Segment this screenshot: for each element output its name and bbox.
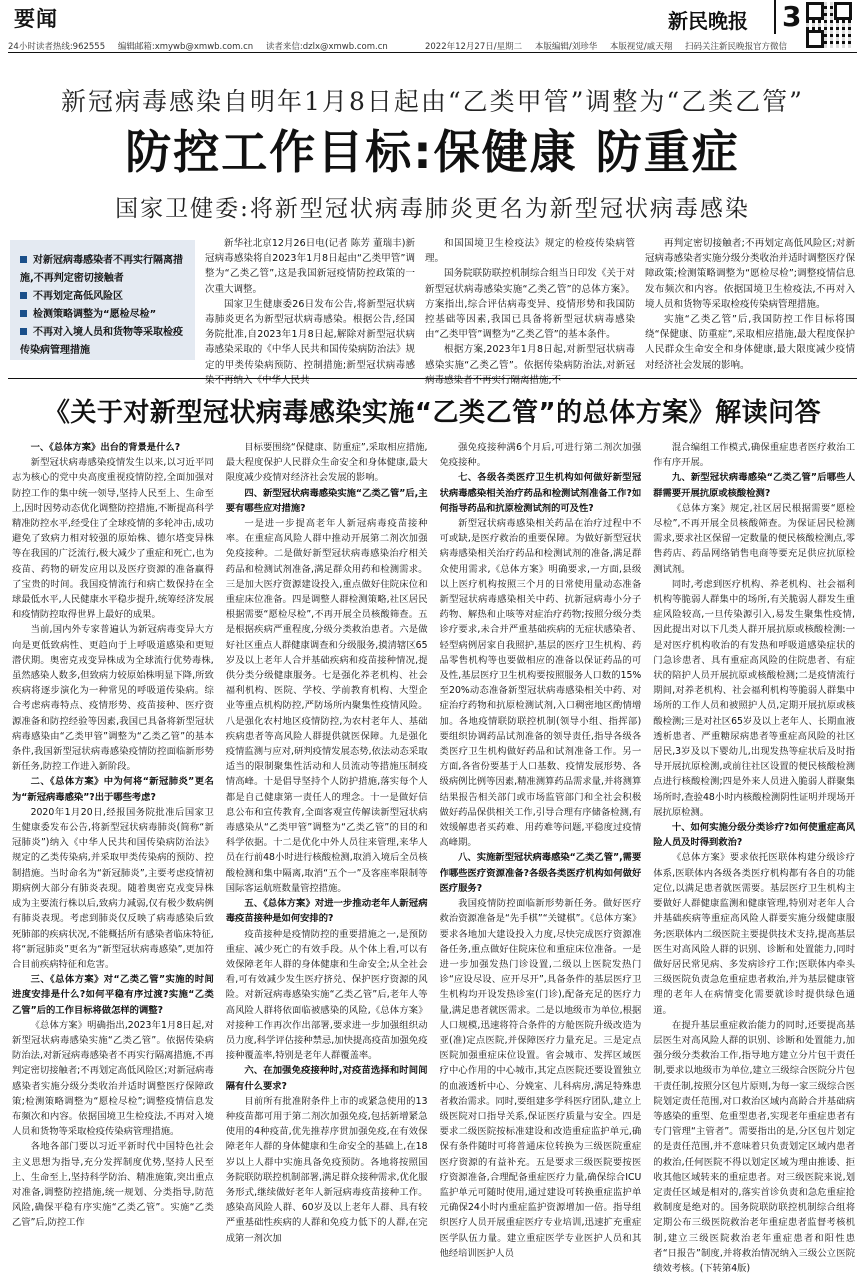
question-heading: 十、如何实施分级分类诊疗?如何使重症高风险人员及时得到救治? [653, 822, 855, 849]
header-rule [8, 52, 857, 53]
scan-hint: 扫码关注新民晚报官方微信 [684, 42, 787, 52]
paragraph: 新华社北京12月26日电(记者 陈芳 董瑞丰)新冠病毒感染将自2023年1月8日起由“乙类甲管”调整为“乙类乙管”,这是我国新冠疫情防控政策的一次重大调整。 [205, 238, 415, 295]
paragraph: 和国国境卫生检疫法》规定的检疫传染病管理。 [425, 238, 635, 265]
page-header [0, 0, 865, 52]
key-point: 不再划定高低风险区 [20, 288, 185, 306]
question-heading: 六、在加强免疫接种时,对疫苗选择和时间间隔有什么要求? [225, 1065, 428, 1092]
answer-paragraph: 各地各部门要以习近平新时代中国特色社会主义思想为指导,充分发挥制度优势,坚持人民至上、生命至上,坚持科学防治、精准施策,突出重点对准备,调整防控措施,统一规划、分类指导,防范风险,确保平稳有序实施“乙类乙管”。实施“乙类乙管”后,防控工作 [12, 1141, 214, 1229]
qa-title: 《关于对新型冠状病毒感染实施“乙类乙管”的总体方案》解读问答 [43, 398, 822, 428]
page-editor: 本版编辑/刘珍华 [534, 42, 598, 52]
news-article [205, 236, 855, 388]
key-point: 对新冠病毒感染者不再实行隔离措施,不再判定密切接触者 [20, 255, 183, 284]
key-point: 不再对入境人员和货物等采取检疫传染病管理措施 [20, 327, 183, 356]
sub-headline: 国家卫健委:将新型冠状病毒肺炎更名为新型冠状病毒感染 [115, 196, 750, 222]
news-column-2 [425, 236, 635, 388]
qa-column-2 [226, 440, 428, 1275]
qa-column-4 [653, 440, 855, 1275]
answer-paragraph: 混合编组工作模式,确保重症患者医疗救治工作有序开展。 [653, 442, 855, 469]
issue-date: 2022年12月27日/星期二 [424, 42, 523, 52]
answer-paragraph: 目标要围绕“保健康、防重症”,采取相应措施,最大程度保护人民群众生命安全和身体健康,最大限度减少疫情对经济社会发展的影响。 [225, 442, 428, 484]
answer-paragraph: 2020年1月20日,经报国务院批准后国家卫生健康委发布公告,将新型冠状病毒肺炎(简称“新冠肺炎”)纳入《中华人民共和国传染病防治法》规定的乙类传染病,并采取甲类传染病的预防、控制措施。当时命名为“新冠肺炎”,主要考虑疫情初期病例大部分有肺炎表现。随着奥密克戎变异株成为主要流行株以后,致病力减弱,仅有极少数病例有肺炎表现。考虑到肺炎仅反映了病毒感染后致死肺部的疾病状况,不能概括所有感染者临床特征,将“新冠肺炎”更名为“新型冠状病毒感染”,更加符合目前疾病特征和危害。 [12, 806, 214, 970]
news-column-3 [645, 236, 855, 388]
newspaper-masthead: 新民晚报 [668, 9, 748, 33]
section-title: 要闻 [14, 7, 58, 31]
qa-body [12, 440, 855, 1275]
answer-paragraph: 《总体方案》要求依托医联体构建分级诊疗体系,医联体内各级各类医疗机构都有各自的功能定位,以满足患者就医需要。基层医疗卫生机构主要做好人群健康监测和健康管理,特别对老年人合并基础疾病等重症高风险人群要实施分级健康服务;医联体内二级医院主要提供技术支持,提高基层医生对高风险人群的识别、诊断和处置能力,同时做好居民常见病、多发病诊疗工作;医联体内牵头三级医院负责急危重症患者救治,并为基层健康管理的老年人在病情变化需要就诊时提供绿色通道。 [653, 852, 855, 1016]
square-bullet-icon [20, 292, 27, 299]
square-bullet-icon [20, 310, 27, 317]
answer-paragraph: 当前,国内外专家普遍认为新冠病毒变异大方向是更低致病性、更趋向于上呼吸道感染和更短潜伏期。奥密克戎变异株成为全球流行优势毒株,虽然感染人数多,但致病力较原始株明显下降,所致疾病将逐步演化为一种常见的呼吸道传染病。综合考虑病毒特点、疫情形势、疫苗接种、医疗资源准备和防控经验等因素,我国已具备将新型冠状病毒感染由“乙类甲管”调整为“乙类乙管”的基本条件,我国新型冠状病毒感染疫情防控面临新形势新任务,防控工作进入新阶段。 [12, 624, 214, 773]
header-info-line [8, 40, 857, 52]
reader-email: 读者来信:dzlx@xmwb.com.cn [265, 42, 388, 52]
answer-paragraph: 在提升基层重症救治能力的同时,还要提高基层医生对高风险人群的识别、诊断和处置能力,加强分级分类救治工作,指导地方建立分片包干责任制,要求以地级市为单位,建立三级综合医院分片包干责任制,按照分区包片原则,为每一家三级综合医院划定责任范围,对口救治区域内高龄合并基础病等感染的重型、危重型患者,实现老年重症患者有专门管理“主管者”。需要指出的是,分区包片划定的是责任范围,并不意味着只负责划定区域内患者的救治,任何医院不得以划定区域为理由推诿、拒收其他区域转来的重症患者。对三级医院来说,划定责任区域是相对的,落实首诊负责和急危重症抢救制度是绝对的。国务院联防联控机制综合组将定期公布三级医院救治老年重症患者监督考核机制,建立三级医院救治老年重症患者和阳性患者“日报告”制度,并将救治情况纳入三级公立医院绩效考核。(下转第4版) [653, 1019, 855, 1274]
answer-paragraph: 强免疫接种满6个月后,可进行第二剂次加强免疫接种。 [439, 442, 642, 469]
question-heading: 九、新型冠状病毒感染“乙类乙管”后哪些人群需要开展抗原或核酸检测? [653, 472, 855, 499]
answer-paragraph: 新型冠状病毒感染相关药品在治疗过程中不可或缺,是医疗救治的重要保障。为做好新型冠状病毒感染相关治疗药品和检测试剂的准备,满足群众使用需求,《总体方案》明确要求,一方面,县级以上医疗机构按照三个月的日常使用量动态准备新型冠状病毒感染相关中药、抗新冠病毒小分子药物、解热和止咳等对症治疗药物;按照分级分类诊疗要求,未合并严重基础疾病的无症状感染者、轻型病例居家自我照护,基层的医疗卫生机构、药品零售机构等也要做相应的准备以保证药品的可及性,基层医疗卫生机构要按照服务人口数的15%至20%动态准备新型冠状病毒感染相关中药、对症治疗药物和抗原检测试剂,入口稠密地区酌情增加。各地疫情联防联控机制(领导小组、指挥部)要组织协调药品试剂准备的领导责任,指导各级各类医疗卫生机构做好药品和试剂准备工作。另一方面,各省份要基于人口基数、疫情发展形势、各级病例比例等因素,精准测算药品需求量,并将测算结果报告相关部门或市场监管部门和全社会积极做好药品保供相关工作,引导合理有序储备检测,有效缓解患者买药难、用药难等问题,平稳度过疫情高峰期。 [439, 518, 642, 849]
question-heading: 二、《总体方案》中为何将“新冠肺炎”更名为“新冠病毒感染”?出于哪些考虑? [12, 776, 214, 803]
paragraph: 国家卫生健康委26日发布公告,将新型冠状病毒肺炎更名为新型冠状病毒感染。根据公告,经国务院批准,自2023年1月8日起,解除对新型冠状病毒感染采取的《中华人民共和国传染病防治法》规定的甲类传染病预防、控制措施;新型冠状病毒感染不再纳入《中华人民共 [205, 298, 415, 386]
question-heading: 一、《总体方案》出台的背景是什么? [30, 442, 181, 453]
square-bullet-icon [20, 256, 27, 263]
kicker-headline: 新冠病毒感染自明年1月8日起由“乙类甲管”调整为“乙类乙管” [61, 87, 804, 116]
answer-paragraph: 我国疫情防控面临新形势新任务。做好医疗救治资源准备是“先手棋”“关键棋”。《总体方案》要求各地加大建设投入力度,尽快完成医疗资源准备任务,重点做好住院床位和重症床位准备。一是进一步加强发热门诊设置,二级以上医院发热门诊“应设尽设、应开尽开”,具备条件的基层医疗卫生机构均开设发热诊室(门诊),配备充足的医疗力量,满足患者就医需求。二是以地级市为单位,根据人口规模,迅速将符合条件的方舱医院升级改造为亚(准)定点医院,并保障医疗力量充足。三是定点医院加强重症床位设置。省会城市、发挥区域医疗中心作用的中心城市,其定点医院还要设置独立的血液透析中心、分娩室、儿科病房,满足特殊患者救治需求。同时,要组建多学科医疗团队,建立上级医院对口指导关系,保证医疗质量与安全。四是要求二级医院按标准建设和改造重症监护单元,确保有条件随时可将普通床位转换为三级医院重症医疗资源的有益补充。五是要求三级医院要按医疗资源准备,合理配备重症医疗力量,确保综合ICU监护单元可随时使用,通过建设可转换重症监护单元确保24小时内重症监护资源增加一倍。指导组织医疗人员开展重症医疗专业培训,迅速扩充重症医学队伍力量。建立重症医学专业医护人员和其他经培训医护人员 [439, 898, 642, 1259]
square-bullet-icon [20, 328, 27, 335]
question-heading: 五、《总体方案》对进一步推动老年人新冠病毒疫苗接种是如何安排的? [225, 898, 428, 925]
page-designer: 本版视觉/戚天翔 [609, 42, 673, 52]
news-column-1 [205, 236, 415, 388]
paragraph: 实施“乙类乙管”后,我国防控工作目标将围绕“保健康、防重症”,采取相应措施,最大程度保护人民群众生命安全和身体健康,最大限度减少疫情对经济社会发展的影响。 [645, 314, 855, 371]
paragraph: 根据方案,2023年1月8日起,对新型冠状病毒感染实施“乙类乙管”。依据传染病防治法,对新冠病毒感染者不再实行隔离措施,不 [425, 344, 635, 386]
question-heading: 四、新型冠状病毒感染实施“乙类乙管”后,主要有哪些应对措施? [225, 487, 428, 514]
answer-paragraph: 一是进一步提高老年人新冠病毒疫苗接种率。在重症高风险人群中推动开展第二剂次加强免疫接种。二是做好新型冠状病毒感染治疗相关药品和检测试剂准备,满足群众用药和检测需求。三是加大医疗资源建设投入,重点做好住院床位和重症床位准备。四是调整人群检测策略,社区居民根据需要“愿检尽检”,不再开展全员核酸筛查。五是根据疾病严重程度,分级分类救治患者。六是做好社区重点人群健康调查和分级服务,摸清辖区65岁及以上老年人合并基础疾病和疫苗接种情况,提供分类分级健康服务。七是强化养老机构、社会福利机构、医院、学校、学前教育机构、大型企业等重点机构防控,严防场所内聚集性疫情风险。八是强化农村地区疫情防控,为农村老年人、基础疾病患者等高风险人群提供就医保障。九是强化疫情监测与应对,研判疫情发展态势,依法动态采取适当的限制聚集性活动和人员流动等措施压制疫情高峰。十是倡导坚持个人防护措施,落实每个人都是自己健康第一责任人的理念。十一是做好信息公布和宣传教育,全面客观宣传解读新型冠状病毒感染从“乙类甲管”调整为“乙类乙管”的目的和科学依据。十二是优化中外人员往来管理,来华人员在行前48小时进行核酸检测,取消入境后全员核酸检测和集中隔离,取消“五个一”及客座率限制等国际客运航班数量管控措施。 [225, 518, 428, 894]
hotline: 24小时读者热线:962555 [8, 42, 106, 52]
qa-column-1 [12, 440, 214, 1275]
main-headline: 防控工作目标:保健康 防重症 [125, 125, 740, 179]
paragraph: 再判定密切接触者;不再划定高低风险区;对新冠病毒感染者实施分级分类收治并适时调整医疗保障政策;检测策略调整为“愿检尽检”;调整疫情信息发布频次和内容。依据国境卫生检疫法,不再对入境人员和货物等采取检疫传染病管理措施。 [645, 238, 855, 310]
answer-paragraph: 新型冠状病毒感染疫情发生以来,以习近平同志为核心的党中央高度重视疫情防控,全面加强对防控工作的集中统一领导,坚持人民至上、生命至上,因时因势动态优化调整防控措施,不断提高科学精准防控水平,经受住了全球疫情的多轮冲击,成功避免了致病力相对较强的原始株、德尔塔变异株等在我国的广泛流行,极大减少了重症和死亡,也为疫苗、药物的研发应用以及医疗资源的准备赢得了宝贵的时间。我国疫情流行和病亡数保持在全球最低水平,人民健康水平稳步提升,统筹经济发展和疫情防控取得世界上最好的成果。 [12, 457, 214, 621]
answer-paragraph: 同时,考虑到医疗机构、养老机构、社会福利机构等脆弱人群集中的场所,有关脆弱人群发生重症风险较高,一旦传染源引入,易发生聚集性疫情,因此提出对以下几类人群开展抗原或核酸检测:一是对医疗机构收治的有发热和呼吸道感染症状的门急诊患者、具有重症高风险的住院患者、有症状的陪护人员开展抗原或核酸检测;二是疫情流行期间,对养老机构、社会福利机构等脆弱人群集中场所的工作人员和被照护人员,定期开展抗原或核酸检测;三是对社区65岁及以上老年人、长期血液透析患者、严重糖尿病患者等重症高风险的社区居民,3岁及以下婴幼儿,出现发热等症状后及时指导开展抗原检测,或前往社区设置的便民核酸检测点进行核酸检测;四是外来人员进入脆弱人群聚集场所时,查验48小时内核酸检测阴性证明并现场开展抗原检测。 [653, 578, 855, 818]
key-points-box [10, 240, 195, 360]
paragraph: 国务院联防联控机制综合组当日印发《关于对新型冠状病毒感染实施“乙类乙管”的总体方案》。方案指出,综合评估病毒变异、疫情形势和我国防控基础等因素,我国已具备将新型冠状病毒感染由“乙类甲管”调整为“乙类乙管”的基本条件。 [425, 268, 635, 341]
editor-email: 编辑邮箱:xmywb@xmwb.com.cn [117, 42, 254, 52]
question-heading: 七、各级各类医疗卫生机构如何做好新型冠状病毒感染相关治疗药品和检测试剂准备工作?如何指导药品和抗原检测试剂的可及性? [439, 472, 642, 514]
answer-paragraph: 目前所有批准附条件上市的或紧急使用的13种疫苗都可用于第二剂次加强免疫,包括新增紧急使用的4种疫苗,优先推荐序贯加强免疫,在有效保障老年人群的身体健康和生命安全的基础上,在18岁以上人群中实施具备免疫预防。各地将按照国务院联防联控机制部署,满足群众接种需求,优化服务形式,继续做好老年人新冠病毒疫苗接种工作。感染高风险人群、60岁及以上老年人群、具有较严重基础性疾病的人群和免疫力低下的人群,在完成第一剂次加 [225, 1095, 428, 1244]
section-divider [8, 378, 857, 379]
question-heading: 三、《总体方案》对“乙类乙管”实施的时间进度安排是什么?如何平稳有序过渡?实施“乙类乙管”后的工作目标将做怎样的调整? [12, 974, 214, 1016]
answer-paragraph: 《总体方案》明确指出,2023年1月8日起,对新型冠状病毒感染实施“乙类乙管”。依据传染病防治法,对新冠病毒感染者不再实行隔离措施,不再判定密切接触者;不再划定高低风险区;对新冠病毒感染者实施分级分类收治并适时调整医疗保障政策;检测策略调整为“愿检尽检”;调整疫情信息发布频次和内容。依据国境卫生检疫法,不再对入境人员和货物等采取检疫传染病管理措施。 [12, 1019, 214, 1138]
answer-paragraph: 疫苗接种是疫情防控的重要措施之一,是预防重症、减少死亡的有效手段。从个体上看,可以有效保障老年人群的身体健康和生命安全;从全社会看,可有效减少发生医疗挤兑、保护医疗资源的风险。对新冠病毒感染实施“乙类乙管”后,老年人等高风险人群将依面临被感染的风险,《总体方案》对接种工作再次作出部署,要求进一步加强组织动员力度,科学评估接种禁忌,加快提高疫苗加强免疫接种覆盖率,特别是老年人群覆盖率。 [225, 928, 428, 1062]
qa-column-3 [440, 440, 642, 1275]
key-point: 检测策略调整为“愿检尽检” [20, 306, 185, 324]
page-number: 3 [774, 0, 801, 34]
answer-paragraph: 《总体方案》规定,社区居民根据需要“愿检尽检”,不再开展全员核酸筛查。为保证居民检测需求,要求社区保留一定数量的便民核酸检测点,零售药店、药品网络销售电商等要充足供应抗原检测试剂。 [653, 502, 855, 575]
question-heading: 八、实施新型冠状病毒感染“乙类乙管”,需要作哪些医疗资源准备?各级各类医疗机构如何做好医疗服务? [439, 852, 642, 894]
